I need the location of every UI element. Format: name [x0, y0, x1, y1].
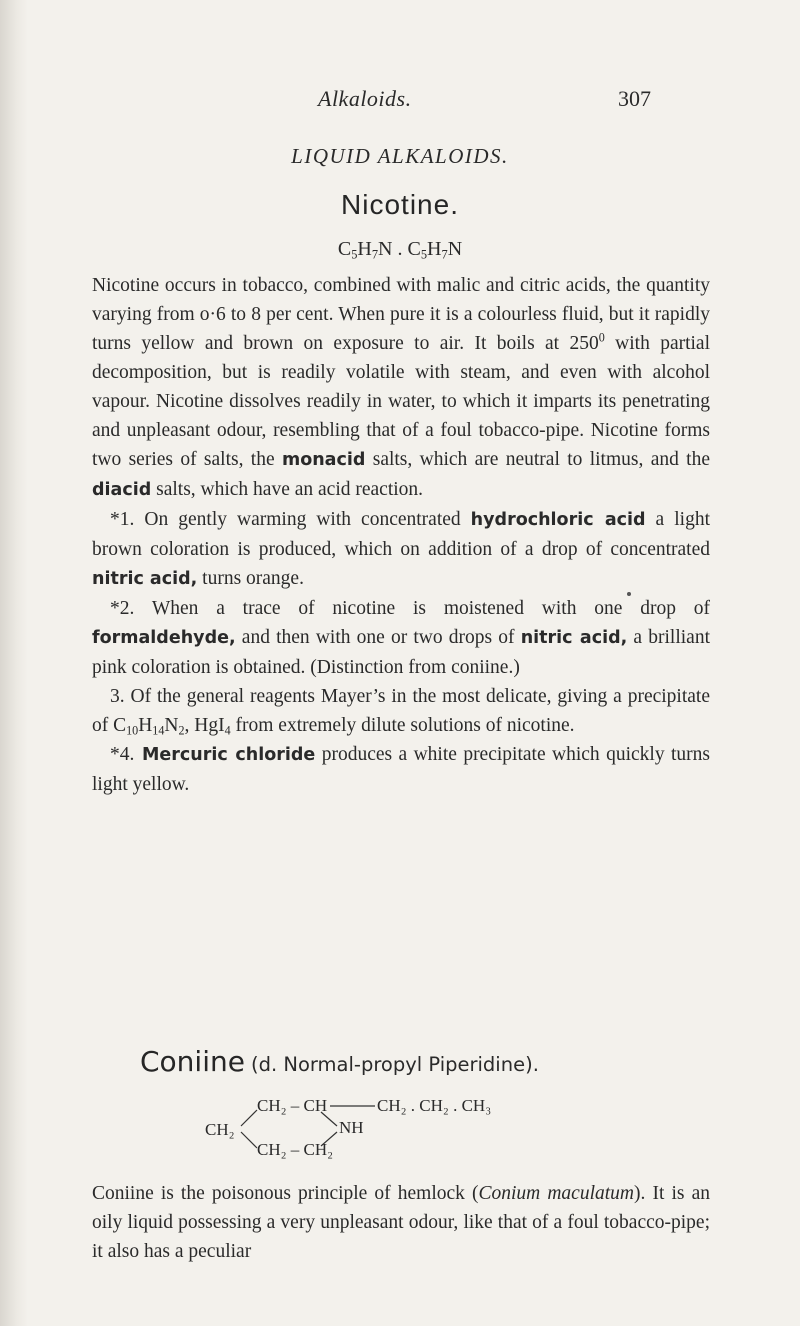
coniine-body — [92, 1179, 710, 1266]
page-number: 307 — [618, 86, 651, 111]
test-2-paragraph: *2. When a trace of nicotine is moistened with one drop of formaldehyde, and then with one or two drops of nitric acid, a brilliant pink coloration is obtained. (Distinction from coniine.) — [92, 598, 710, 678]
propyl-chain: CH₂ . CH₂ . CH₃ — [377, 1096, 492, 1115]
nicotine-intro-paragraph: Nicotine occurs in tobacco, combined with malic and citric acids, the quantity varying from o·6 to 8 per cent. When pure it is a colourless fluid, but it rapidly turns yellow and brown on exposure to air. It boils at $250^0$ with partial decomposition, but is readily volatile with steam, and even with alcohol vapour. Nicotine dissolves readily in water, to which it imparts its penetrating and unpleasant odour, resembling that of a foul tobacco-pipe. Nicotine forms two series of salts, the monacid salts, which are neutral to litmus, and the diacid salts, which have an acid reaction. — [92, 275, 711, 500]
page-header — [0, 86, 800, 116]
coniine-subtitle: (d. Normal-propyl Piperidine). — [250, 1053, 539, 1076]
coniine-structural-formula — [205, 1096, 545, 1166]
coniine-heading — [140, 1045, 760, 1078]
print-speck — [627, 592, 631, 596]
structure-bonds — [205, 1096, 545, 1166]
ring-bottom: CH₂ – CH₂ — [257, 1140, 334, 1159]
coniine-title: Coniine — [140, 1045, 245, 1078]
ring-ch2-left: CH₂ — [205, 1120, 235, 1139]
test-1-paragraph: *1. On gently warming with concentrated hydrochloric acid a light brown coloration is produced, which on addition of a drop of concentrated nitric acid, turns orange. — [92, 509, 710, 589]
coniine-paragraph: Coniine is the poisonous principle of hemlock (Conium maculatum). It is an oily liquid possessing a very unpleasant odour, like that of a foul tobacco-pipe; it also has a peculiar — [92, 1183, 710, 1262]
section-title: LIQUID ALKALOIDS. — [291, 144, 509, 168]
ring-top: CH₂ – CH — [257, 1096, 328, 1115]
running-head: Alkaloids. — [318, 86, 412, 111]
nicotine-heading: Nicotine. — [341, 189, 459, 220]
nicotine-formula: $C_5H_7N$ . $C_5H_7N$ — [337, 238, 463, 262]
test-4-paragraph: *4. Mercuric chloride produces a white precipitate which quickly turns light yellow. — [92, 744, 710, 795]
test-3-paragraph: 3. Of the general reagents Mayer’s in the most delicate, giving a precipitate of $C_{10}H_{14}N_2$, HgI$_4$ from extremely dilute solutions of nicotine. — [92, 686, 710, 738]
ring-nh: NH — [339, 1118, 364, 1137]
nicotine-body — [92, 271, 710, 799]
